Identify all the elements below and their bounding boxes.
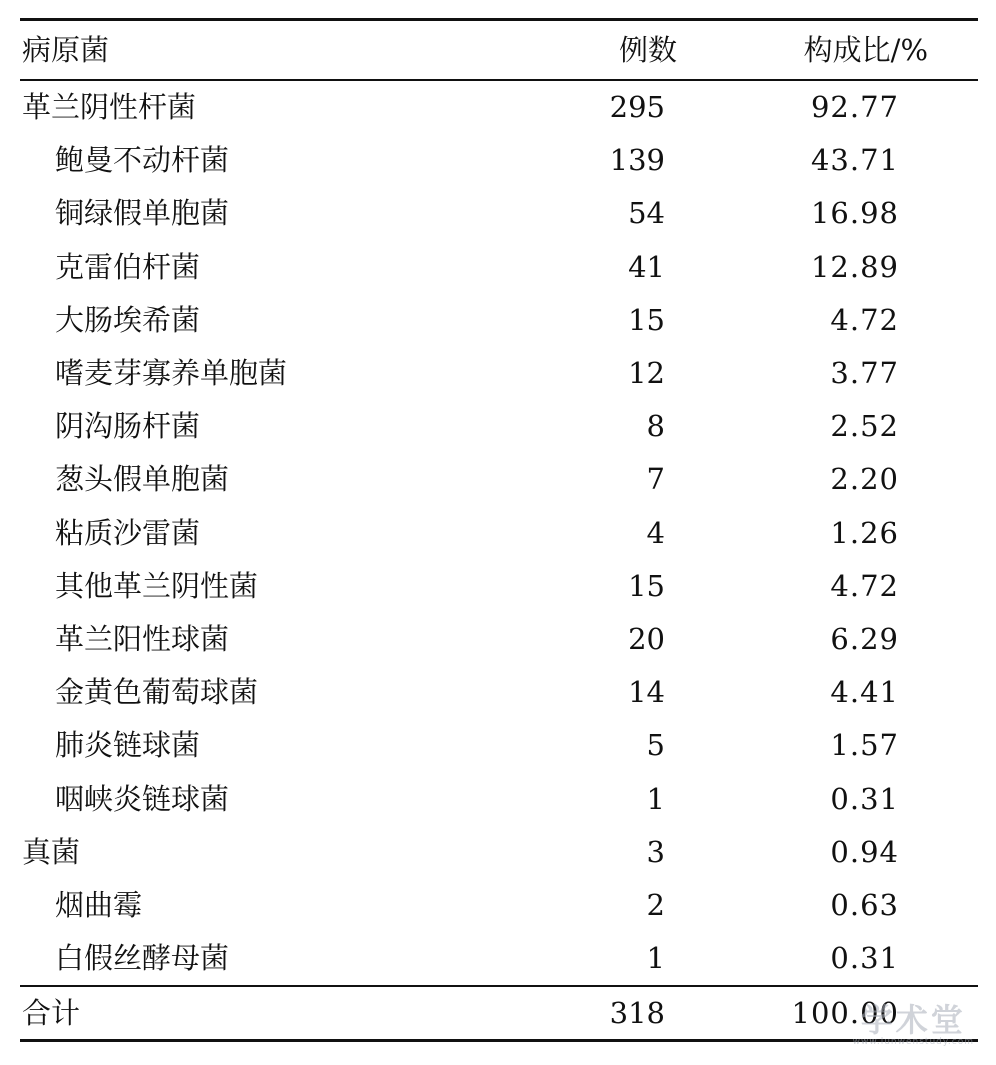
row-pathogen-name: 真菌 — [22, 834, 81, 869]
row-pathogen-name: 革兰阴性杆菌 — [22, 90, 197, 125]
row-case-count: 20 — [628, 621, 665, 656]
table-row — [20, 507, 978, 560]
header-ratio: 构成比/% — [803, 32, 928, 67]
row-case-count: 54 — [628, 196, 665, 231]
header-cases: 例数 — [618, 32, 677, 67]
row-case-count: 1 — [646, 941, 665, 976]
row-case-count: 12 — [628, 356, 665, 391]
row-pathogen-name: 革兰阳性球菌 — [55, 621, 230, 656]
row-pathogen-name: 其他革兰阴性菌 — [55, 568, 259, 603]
table-header-row — [20, 20, 978, 81]
table-row — [20, 134, 978, 187]
table-row — [20, 666, 978, 719]
row-case-count: 2 — [646, 887, 665, 922]
row-pathogen-name: 烟曲霉 — [55, 887, 143, 922]
row-pathogen-name: 肺炎链球菌 — [55, 728, 201, 763]
row-ratio: 2.52 — [830, 409, 899, 444]
table-total-row — [20, 986, 978, 1041]
pathogen-table-container — [20, 18, 978, 1042]
row-pathogen-name: 大肠埃希菌 — [55, 302, 201, 337]
table-row — [20, 932, 978, 986]
row-ratio: 92.77 — [810, 90, 899, 125]
row-pathogen-name: 葱头假单胞菌 — [55, 462, 230, 497]
row-ratio: 2.20 — [830, 462, 899, 497]
table-row — [20, 80, 978, 134]
row-ratio: 1.26 — [830, 515, 899, 550]
row-case-count: 139 — [609, 143, 665, 178]
row-ratio: 0.94 — [830, 834, 899, 869]
row-case-count: 1 — [646, 781, 665, 816]
table-row — [20, 613, 978, 666]
row-ratio: 3.77 — [830, 356, 899, 391]
table-row — [20, 294, 978, 347]
table-row — [20, 826, 978, 879]
header-pathogen: 病原菌 — [22, 32, 110, 67]
row-ratio: 4.72 — [830, 568, 899, 603]
watermark-url: www.lunwenstudy.com — [852, 1037, 974, 1047]
row-case-count: 4 — [646, 515, 665, 550]
row-pathogen-name: 白假丝酵母菌 — [55, 941, 230, 976]
row-ratio: 1.57 — [830, 728, 899, 763]
table-row — [20, 187, 978, 240]
row-pathogen-name: 阴沟肠杆菌 — [55, 409, 201, 444]
table-row — [20, 453, 978, 506]
table-row — [20, 560, 978, 613]
pathogen-distribution-table — [20, 18, 978, 1042]
row-pathogen-name: 粘质沙雷菌 — [55, 515, 201, 550]
table-row — [20, 879, 978, 932]
row-pathogen-name: 咽峡炎链球菌 — [55, 781, 230, 816]
row-case-count: 7 — [646, 462, 665, 497]
total-cases: 318 — [609, 995, 665, 1030]
row-pathogen-name: 嗜麦芽寡养单胞菌 — [55, 356, 288, 391]
row-pathogen-name: 金黄色葡萄球菌 — [55, 675, 259, 710]
row-pathogen-name: 克雷伯杆菌 — [55, 249, 201, 284]
table-body — [20, 80, 978, 986]
row-pathogen-name: 铜绿假单胞菌 — [55, 196, 230, 231]
row-ratio: 0.31 — [830, 941, 899, 976]
row-case-count: 15 — [628, 568, 665, 603]
row-ratio: 16.98 — [810, 196, 899, 231]
row-ratio: 0.63 — [830, 887, 899, 922]
table-row — [20, 241, 978, 294]
row-ratio: 4.41 — [830, 675, 899, 710]
row-case-count: 14 — [628, 675, 665, 710]
table-row — [20, 719, 978, 772]
row-case-count: 15 — [628, 302, 665, 337]
row-ratio: 0.31 — [830, 781, 899, 816]
total-ratio: 100.00 — [791, 995, 899, 1030]
row-ratio: 43.71 — [810, 143, 899, 178]
row-case-count: 8 — [646, 409, 665, 444]
row-case-count: 41 — [628, 249, 665, 284]
row-ratio: 4.72 — [830, 302, 899, 337]
watermark-logo-text: 学术堂 — [860, 1001, 966, 1039]
row-pathogen-name: 鲍曼不动杆菌 — [55, 143, 230, 178]
total-label: 合计 — [22, 995, 81, 1030]
table-row — [20, 347, 978, 400]
row-case-count: 295 — [609, 90, 665, 125]
table-row — [20, 400, 978, 453]
row-ratio: 6.29 — [830, 621, 899, 656]
row-case-count: 5 — [646, 728, 665, 763]
row-ratio: 12.89 — [810, 249, 899, 284]
table-row — [20, 772, 978, 825]
row-case-count: 3 — [646, 834, 665, 869]
